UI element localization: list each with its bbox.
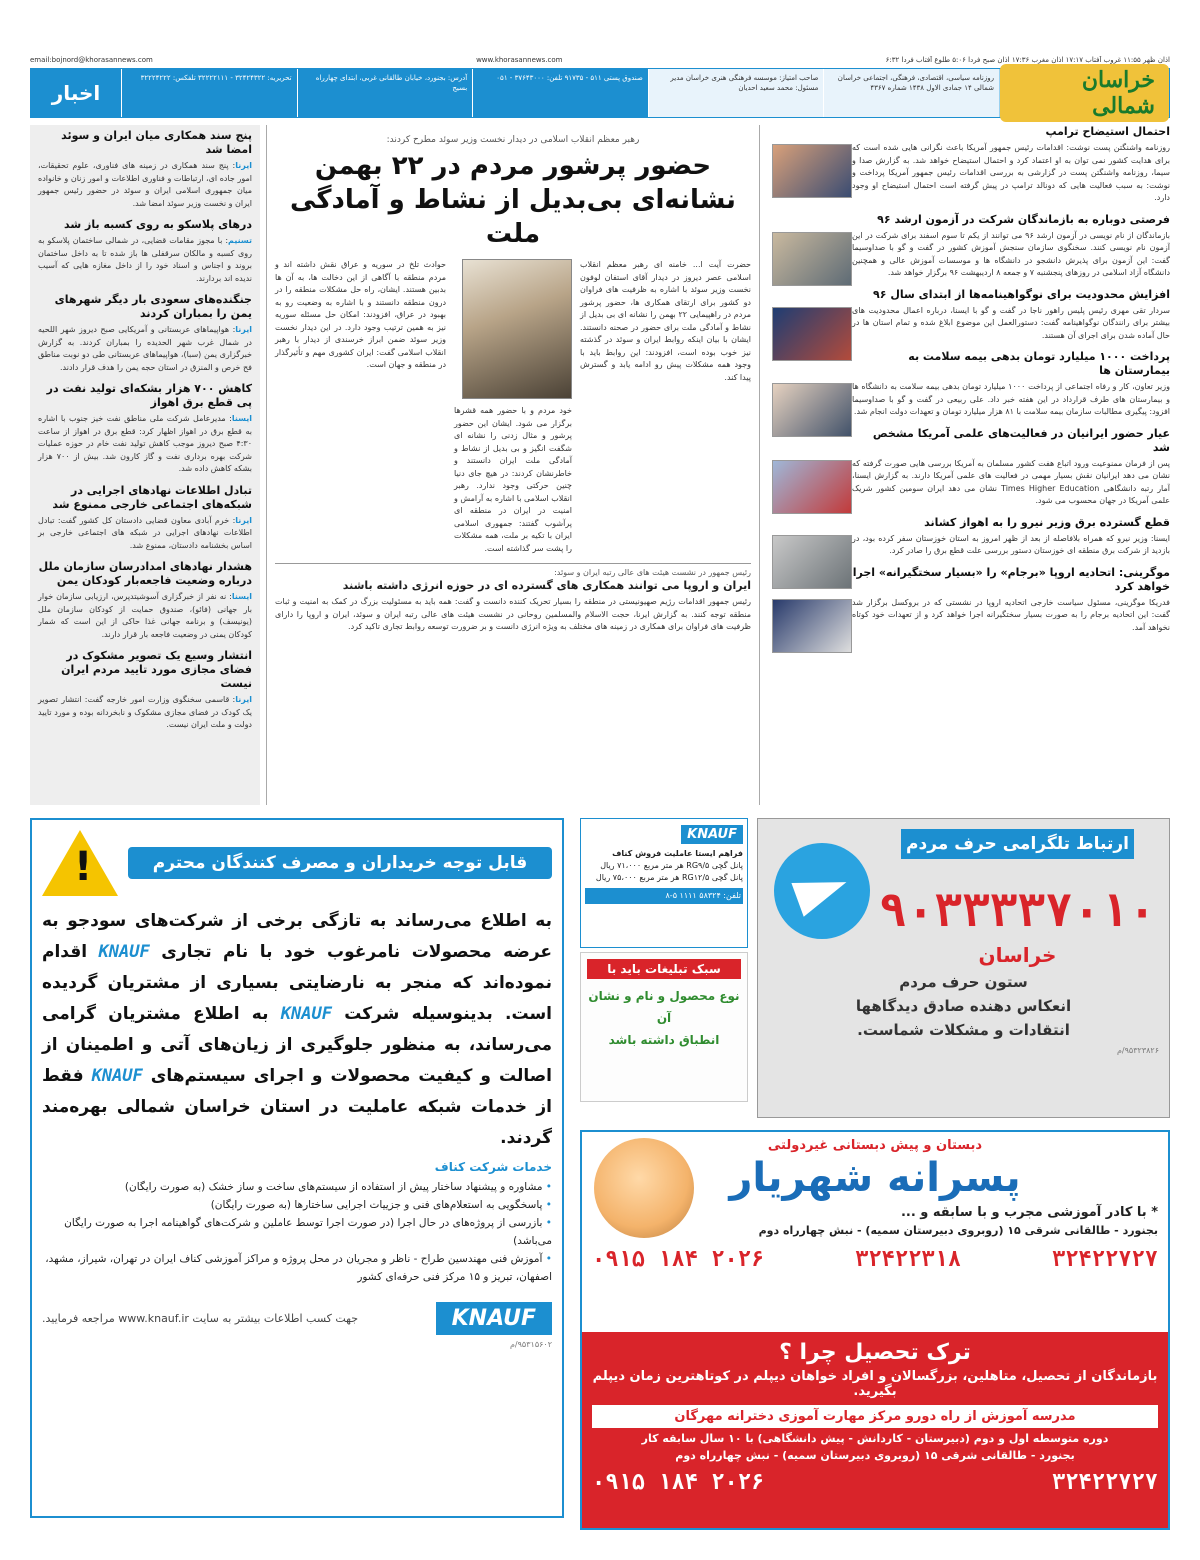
ad-line: پانل گچی RG۱۲/۵ هر متر مربع ۷۵،۰۰۰ ریال	[595, 873, 743, 882]
services-list	[42, 1178, 552, 1286]
phone-number[interactable]: ۰۹۱۵ ۱۸۴ ۲۰۲۶	[592, 1470, 765, 1495]
lead-text-col-1: حضرت آیت ا... خامنه ای رهبر معظم انقلاب اسلامی عصر دیروز در دیدار آقای استفان لوفون نخست وزیر سوئد با اشاره به ظرفیت های فراوان دو کشور برای ارتقای همکاری ها، حضور پرشور مردم در راهپیمایی ۲۲ بهمن را نشانه ای بی بدیل از نشاط و آمادگی ملت برای حضور در صحنه دانستند. ایشان با بیان اینکه روابط ایران و سوئد در گذشته نیز خوب بوده است، افزودند: این روابط باید با وجود همه مشکلات پیش رو ادامه یابد و گسترش پیدا کند.	[580, 260, 751, 382]
school-ad	[580, 1130, 1170, 1530]
phone-number[interactable]: ۰۹۱۵ ۱۸۴ ۲۰۲۶	[592, 1247, 765, 1272]
header-info-3: صندوق پستی ۵۱۱ - ۹۱۷۳۵ تلفن: ۳۷۶۴۳۰۰۰ - ۰۵۱	[472, 69, 648, 117]
service-item: • پاسخگویی به استعلام‌های فنی و جزییات اجرایی ساختارها (به صورت رایگان)	[42, 1196, 552, 1214]
ad-line: بازماندگان از تحصیل، متاهلین، بزرگسالان و افراد خواهان دیپلم در کوتاهترین زمان دیپلم بگیرید.	[592, 1369, 1158, 1399]
header-info-5: تحریریه: ۳۲۴۲۴۳۲۲ - ۳۲۲۲۲۱۱۱ تلفکس: ۳۲۲۲۴۲۲۲	[121, 69, 297, 117]
ad-line: ستون حرف مردم	[899, 973, 1028, 991]
newspaper-logo: خراسان شمالی	[1000, 64, 1169, 122]
brief-item	[38, 649, 252, 732]
brief-body: ایرنا: هواپیماهای عربستانی و آمریکایی صبح دیروز شهر اللحیه در شمال غرب شهر الحدیده را بمباران کردند. به گزارش خبرگزاری یمن (سبا)، هواپیماهای عربستانی طی دو نوبت مناطق فح خرص و المنزق در استان حجه یمن را هدف قرار دادند.	[38, 325, 252, 372]
news-title[interactable]: عیار حضور ایرانیان در فعالیت‌های علمی آمریکا مشخص شد	[872, 426, 1170, 454]
brief-body: ایسنا: مدیرعامل شرکت ملی مناطق نفت خیز جنوب با اشاره به قطع برق در اهواز اظهار کرد: قطع برق در اهواز از ساعت ۴:۳۰ صبح دیروز موجب کاهش تولید نفت خام در حوزه عملیات شرکت بهره برداری نفت و گاز کارون شد. بیش از ۷۰۰ هزار بشکه کاهش داده شد.	[38, 414, 253, 473]
brief-item	[38, 218, 252, 285]
news-photo	[772, 307, 852, 361]
lead-text-col-2: خود مردم و با حضور همه قشرها برگزار می شود. ایشان این حضور پرشور و مثال زدنی را نشانه ای شگفت انگیز و بی بدیل از نشاط و آمادگی ملت ایران دانستند و خاطرنشان کردند: در هیچ جای دنیا چنین حرکتی وجود ندارد. رهبر انقلاب اسلامی با اشاره به آرامش و امنیت در ایران در منطقه ای پرآشوب گفتند: جمهوری اسلامی ایران با تکیه بر ملت، همه مشکلات را پشت سر گذاشته است.	[454, 406, 572, 553]
brand-name: KNAUF	[91, 1066, 143, 1086]
knauf-notice-ad	[30, 818, 564, 1518]
ad-title: ترک تحصیل چرا ؟	[779, 1340, 971, 1365]
brief-source: ایرنا	[235, 325, 252, 334]
advertising-style-ad	[580, 952, 748, 1102]
brief-source: تسنیم	[228, 236, 252, 245]
news-body: روزنامه واشنگتن پست نوشت: اقدامات رئیس جمهور آمریکا باعث نگرانی هایی شده است که برای هدایت کشور نمی توان به او اعتماد کرد و احتمال استیضاح خواهد شد. به گزارش صدا و سیما، روزنامه واشنگتن پست در گزارشی به بررسی اقدامات رئیس جمهور آمریکا پرداخت و نوشت: به سبب فعالیت هایی که دونالد ترامپ در پیش گرفته است احتمال استیضاح او وجود دارد.	[852, 143, 1170, 202]
news-title[interactable]: احتمال استیضاح ترامپ	[1045, 125, 1170, 138]
masthead-bar	[30, 68, 1170, 118]
ad-line: انعکاس دهنده صادق دیدگاهها	[855, 997, 1072, 1015]
news-body: ایسنا: وزیر نیرو که همراه بلافاصله از بعد از ظهر امروز به استان خوزستان سفر کرده بود، در بازدید از شرکت برق منطقه ای خوزستان دستور بررسی علت قطع برق را صادر کرد.	[852, 533, 1170, 555]
header-info-1: روزنامه سیاسی، اقتصادی، فرهنگی، اجتماعی خراسان شمالی ۱۴ جمادی الاول ۱۴۳۸ شماره ۴۳۶۷	[823, 69, 999, 117]
school-name: مدرسه آموزش از راه دورو مرکز مهارت آموزی دخترانه مهرگان	[592, 1405, 1158, 1428]
brief-title[interactable]: انتشار وسیع یک تصویر مشکوک در فضای مجازی مورد تایید مردم ایران نیست	[61, 649, 252, 690]
brief-body: ایرنا: خرم آبادی معاون قضایی دادستان کل کشور گفت: تبادل اطلاعات نهادهای اجرایی در شبکه های اجتماعی خارجی بر اساس بخشنامه دادستان، ممنوع شد.	[38, 515, 252, 550]
email-link[interactable]: email:bojnord@khorasannews.com	[30, 56, 153, 64]
service-item: • مشاوره و پیشنهاد ساختار پیش از استفاده از سیستم‌های ساخت و ساز خشک (به صورت رایگان)	[42, 1178, 552, 1196]
lead-headline[interactable]: حضور پرشور مردم در ۲۲ بهمن نشانه‌ای بی‌بدیل از نشاط و آمادگی ملت	[290, 151, 736, 249]
service-item: • آموزش فنی مهندسین طراح - ناظر و مجریان در محل پروژه و مراکز آموزشی کناف ایران در تهران، شیراز، مشهد، اصفهان، تبریز و ۱۵ مرکز فنی حرفه‌ای کشور	[42, 1250, 552, 1286]
news-item	[766, 427, 1170, 508]
sub-body: رئیس جمهور اقدامات رژیم صهیونیستی در منطقه را بسیار تحریک کننده دانست و گفت: همه باید به مسئولیت بزرگ در کمک به امنیت و ثبات منطقه توجه کنند. به گزارش ایرنا، حجت الاسلام والمسلمین روحانی در نشست هیئت های عالی رتبه ایران و سوئد، ایران و اروپا را دارای ظرفیت های فراوان برای همکاری در زمینه های مختلف به ویژه انرژی دانست و بر ضرورت توسعه روابط تجاری تاکید کرد.	[275, 597, 751, 631]
brief-body: ایرنا: قاسمی سخنگوی وزارت امور خارجه گفت: انتشار تصویر یک کودک در فضای مجازی مشکوک و نابخردانه بوده و مورد تایید دولت و ملت ایران نیست.	[38, 695, 252, 729]
news-photo	[772, 144, 852, 198]
news-title[interactable]: افزایش محدودیت برای نوگواهینامه‌ها از ابتدای سال ۹۶	[873, 287, 1170, 301]
telegram-ad	[757, 818, 1170, 1118]
news-photo	[772, 599, 852, 653]
brief-source: ایرنا	[235, 695, 252, 704]
brief-text: مدیرعامل شرکت ملی مناطق نفت خیز جنوب با اشاره به قطع برق در اهواز اظهار کرد: قطع برق در اهواز از ساعت ۴:۳۰ صبح دیروز موجب کاهش تولید نفت خام در حوزه عملیات شرکت بهره برداری نفت و گاز کارون شد. بیش از ۷۰۰ هزار بشکه کاهش داده شد.	[38, 414, 253, 473]
section-title: اخبار	[31, 69, 121, 117]
ad-subtitle: دبستان و پیش دبستانی غیردولتی	[767, 1138, 983, 1153]
news-body: وزیر تعاون، کار و رفاه اجتماعی از پرداخت ۱۰۰۰ میلیارد تومان بدهی بیمه سلامت به دانشگاه ها و بیمارستان های طرف قرارداد در این هفته خبر داد. علی ربیعی در گفت و گو با صداوسیما افزود: پیگیری مطالبات سازمان بیمه سلامت با ۸۱ هزار میلیارد تومان و تعهدات دولت انجام شد.	[852, 382, 1170, 416]
lead-text-col-3: حوادث تلخ در سوریه و عراق نقش داشته اند و مردم منطقه با آگاهی از این دخالت ها، به آن ها بدبین هستند. ایشان، راه حل مشکلات منطقه را در درون منطقه دانستند و با اشاره به وضعیت رو به بهبود در عراق، افزودند: امکان حل مسئله سوریه نیز به همین ترتیب وجود دارد. در این دیدار نخست وزیر سوئد ضمن ابراز خرسندی از دیدار با رهبر انقلاب اسلامی گفت: ایران کشوری مهم و تأثیرگذار در منطقه و جهان است.	[275, 260, 446, 369]
ad-line: نوع محصول و نام و نشان آن	[588, 989, 740, 1025]
news-item	[766, 125, 1170, 205]
telegram-head: ارتباط تلگرامی حرف مردم	[901, 829, 1134, 859]
right-news-column	[766, 125, 1170, 805]
brief-item	[38, 484, 252, 553]
lead-story-column	[266, 125, 760, 805]
phone-number[interactable]: ۳۲۴۲۲۳۱۸	[855, 1247, 962, 1272]
news-photo	[772, 383, 852, 437]
lead-kicker: رهبر معظم انقلاب اسلامی در دیدار نخست وزیر سوئد مطرح کردند:	[386, 135, 640, 145]
news-title[interactable]: فرصتی دوباره به بازماندگان شرکت در آزمون ارشد ۹۶	[877, 212, 1170, 226]
ad-header	[42, 830, 552, 896]
service-item: • بازرسی از پروژه‌های در حال اجرا (در صورت اجرا توسط عاملین و شرکت‌های گواهینامه اجرا به صورت رایگان می‌باشد)	[42, 1214, 552, 1250]
news-item	[766, 213, 1170, 280]
phone-row	[592, 1247, 1158, 1272]
brief-text: خرم آبادی معاون قضایی دادستان کل کشور گفت: تبادل اطلاعات نهادهای اجرایی در شبکه های اجتماعی خارجی بر اساس بخشنامه دادستان، ممنوع شد.	[38, 515, 252, 550]
news-item	[766, 288, 1170, 343]
brief-body: تسنیم: با مجوز مقامات قضایی، در شمالی ساختمان پلاسکو به روی کسبه و مالکان سرقفلی ها باز شده تا به داخل ساختمان بروند و اجناس و اسناد خود را از داخل مغازه هایی که آسیب ندیده اند بردارند.	[38, 236, 252, 283]
sub-headline[interactable]: ایران و اروپا می توانند همکاری های گسترده ای در حوزه انرژی داشته باشند	[342, 579, 751, 592]
news-title[interactable]: موگرینی: اتحادیه اروپا «برجام» را «بسیار سختگیرانه» اجرا خواهد کرد	[852, 565, 1170, 593]
website-link[interactable]: www.khorasannews.com	[476, 56, 563, 64]
ad-paragraph: اقدام نموده‌اند که منجر به نارضایتی بسیاری از مشتریان گردیده است. بدینوسیله شرکت	[42, 942, 552, 1024]
ad-paragraph: به اطلاع مشتریان گرامی می‌رساند، به منظور جلوگیری از زیان‌های آتی و اطمینان از اصالت و کیفیت محصولات و اجرای سیستم‌های	[42, 1004, 552, 1086]
brief-body: ایسنا: نه نفر از خبرگزاری آسوشیتدپرس، ارزیابی سازمان خوار بار جهانی (فائو)، صندوق حمایت از کودکان سازمان ملل (یونیسف) و برنامه جهانی غذا حاکی از این است که شمار کودکان یمنی در وضعیت فاجعه بار قرار دارند.	[38, 592, 253, 639]
ad-banner: قابل توجه خریداران و مصرف کنندگان محترم	[128, 847, 552, 879]
news-photo	[772, 232, 852, 286]
news-body: فدریکا موگرینی، مسئول سیاست خارجی اتحادیه اروپا در نشستی که در بروکسل برگزار شد گفت: این اتحادیه برجام را به صورت بسیار سختگیرانه اجرا خواهد کرد و از تعهدات خود کوتاه نخواهد آمد.	[852, 597, 1170, 632]
website-info[interactable]: جهت کسب اطلاعات بیشتر به سایت www.knauf.ir مراجعه فرمایید.	[42, 1312, 359, 1325]
ad-address: بجنورد - طالقانی شرقی ۱۵ (روبروی دبیرستان سمیه) - نبش چهارراه دوم	[675, 1449, 1075, 1462]
school-name: پسرانه شهریار	[729, 1155, 1021, 1201]
shahryar-ad	[582, 1132, 1168, 1332]
brief-source: ایسنا	[231, 414, 252, 423]
telegram-number[interactable]: ۹۰۳۳۳۳۷۰۱۰	[879, 883, 1156, 937]
header-info-4: آدرس: بجنورد، خیابان طالقانی غربی، ابتدای چهارراه بسیج	[297, 69, 473, 117]
news-body: بازماندگان از نام نویسی در آزمون ارشد ۹۶ می توانند از یکم تا سوم اسفند برای شرکت در این آزمون نام نویسی کنند. سخنگوی سازمان سنجش آموزش کشور در گفت و گو با صداوسیما گفت: این آزمون برای پذیرش دانشجو در دانشگاه ها و موسسات آموزش عالی و همچنین دانشگاه آزاد اسلامی در روزهای پنجشنبه ۷ و جمعه ۸ اردیبهشت ۹۶ برگزار خواهد شد.	[852, 230, 1170, 277]
ad-title: سبک تبلیغات باید با	[587, 959, 741, 979]
mehregan-ad	[582, 1332, 1168, 1530]
briefs-column	[30, 125, 260, 805]
ad-code: ۹۵۳۲۳۸۲۶/م	[1116, 1046, 1159, 1055]
ad-line: * با کادر آموزشی مجرب و با سابقه و ...	[900, 1205, 1158, 1220]
brief-title[interactable]: پنج سند همکاری میان ایران و سوئد امضا شد	[61, 129, 252, 156]
brief-title[interactable]: تبادل اطلاعات نهادهای اجرایی در شبکه‌های اجتماعی خارجی ممنوع شد	[52, 483, 252, 511]
telegram-icon	[774, 843, 870, 939]
knauf-price-ad	[580, 818, 748, 948]
sub-kicker: رئیس جمهور در نشست هیئت های عالی رتبه ایران و سوئد:	[554, 568, 751, 577]
ad-paragraph: به اطلاع می‌رساند به تازگی برخی از شرکت‌های سودجو به عرضه محصولات نامرغوب خود با نام تجاری	[42, 911, 553, 962]
lead-photo	[462, 259, 572, 399]
lead-body	[275, 259, 751, 555]
ad-paragraph: فقط از خدمات شبکه عاملیت در استان خراسان شمالی بهره‌مند گردند.	[42, 1066, 552, 1148]
news-item	[766, 516, 1170, 558]
brief-title[interactable]: درهای پلاسکو به روی کسبه باز شد	[64, 218, 252, 231]
warning-icon: !	[42, 830, 118, 896]
header-info-2: صاحب امتیاز: موسسه فرهنگی هنری خراسان مدیر مسئول: محمد سعید احدیان	[648, 69, 824, 117]
brief-item	[38, 382, 252, 476]
boy-illustration-icon	[594, 1138, 694, 1238]
brief-title[interactable]: کاهش ۷۰۰ هزار بشکه‌ای تولید نفت در پی قطع برق اهواز	[46, 382, 252, 409]
ad-text	[42, 906, 552, 1154]
ad-line: انتقادات و مشکلات شماست.	[857, 1021, 1070, 1039]
prayer-times: اذان ظهر ۱۱:۵۵ غروب آفتاب ۱۷:۱۷ اذان مغرب ۱۷:۳۶ اذان صبح فردا ۵:۰۶ طلوع آفتاب فردا ۶:۳۲	[885, 56, 1170, 64]
brand-name: خراسان	[978, 943, 1057, 967]
top-info-line	[30, 56, 1170, 68]
news-body: سردار تقی مهری رئیس پلیس راهور ناجا در گفت و گو با ایسنا، درباره اعمال محدودیت های بیشتر برای رانندگان نوگواهینامه گفت: دستورالعمل این موضوع ابلاغ شده و تمام استان ها در حال آماده شدن برای اجرای آن هستند.	[852, 305, 1170, 340]
services-title: خدمات شرکت کناف	[434, 1160, 552, 1174]
news-body: پس از فرمان ممنوعیت ورود اتباع هفت کشور مسلمان به آمریکا بررسی هایی صورت گرفته که نشان می دهد ایرانیان نقش بسیار مهمی در فعالیت های علمی آمریکا دارند. به گزارش ایسنا، آمار رتبه دانشگاهی Times Higher Education نشان می دهد ایران سومین کشور شریک علمی آمریکا در جهان محسوب می شود.	[852, 458, 1170, 505]
brief-source: ایسنا	[231, 592, 253, 601]
phone-number[interactable]: ۳۲۴۲۲۷۲۷	[1052, 1470, 1158, 1495]
ad-line: پانل گچی RG۹/۵ هر متر مربع ۷۱،۰۰۰ ریال	[600, 861, 743, 870]
ad-code: ۹۵۳۱۵۶۰۲/م	[509, 1340, 552, 1349]
brief-body: ایرنا: پنج سند همکاری در زمینه های فناوری، علوم تحقیقات، امور جاده ای، ارتباطات و فناوری اطلاعات و امور زنان و خانواده میان جمهوری اسلامی ایران و سوئد در حضور رئیس جمهور ایران و نخست وزیر سوئد امضا شد.	[38, 161, 252, 208]
phone-row	[592, 1470, 1158, 1495]
ad-line: دوره متوسطه اول و دوم (دبیرستان - کاردانش - پیش دانشگاهی) با ۱۰ سال سابقه کار	[641, 1432, 1109, 1445]
ad-line: انطباق داشته باشد	[608, 1033, 720, 1047]
brief-title[interactable]: جنگنده‌های سعودی بار دیگر شهرهای یمن را بمباران کردند	[54, 293, 252, 320]
brief-item	[38, 129, 252, 210]
brief-text: قاسمی سخنگوی وزارت امور خارجه گفت: انتشار تصویر یک کودک در فضای مجازی مشکوک و نابخردانه بوده و مورد تایید دولت و ملت ایران نیست.	[38, 695, 252, 729]
brief-source: ایرنا	[235, 161, 252, 170]
brief-source: ایرنا	[235, 515, 252, 525]
brief-title[interactable]: هشدار نهادهای امدادرسان سازمان ملل درباره وضعیت فاجعه‌بار کودکان یمن	[38, 560, 252, 587]
brief-item	[38, 560, 252, 641]
news-photo	[772, 535, 852, 589]
news-photo	[772, 460, 852, 514]
lead-photo-col	[454, 259, 572, 555]
brief-text: با مجوز مقامات قضایی، در شمالی ساختمان پلاسکو به روی کسبه و مالکان سرقفلی ها باز شده تا به داخل ساختمان بروند و اجناس و اسناد خود را از داخل مغازه هایی که آسیب ندیده اند بردارند.	[38, 236, 252, 283]
phone-number[interactable]: ۳۲۴۲۲۷۲۷	[1052, 1247, 1158, 1272]
ad-phone: تلفن: ۵۸۳۲۴ ۱۱۱۱ ۵-۸	[585, 888, 743, 904]
brief-text: هواپیماهای عربستانی و آمریکایی صبح دیروز شهر اللحیه در شمال غرب شهر الحدیده را بمباران کردند. به گزارش خبرگزاری یمن (سبا)، هواپیماهای عربستانی طی دو نوبت مناطق فح خرص و المنزق در استان حجه یمن را هدف قرار دادند.	[38, 325, 252, 372]
brief-text: نه نفر از خبرگزاری آسوشیتدپرس، ارزیابی سازمان خوار بار جهانی (فائو)، صندوق حمایت از کودکان سازمان ملل (یونیسف) و برنامه جهانی غذا حاکی از این است که شمار کودکان یمنی در وضعیت فاجعه بار قرار دارند.	[38, 592, 252, 639]
masthead	[999, 69, 1169, 117]
ad-footer	[42, 1302, 552, 1335]
knauf-logo: KNAUF	[436, 1302, 552, 1335]
knauf-logo: KNAUF	[681, 825, 743, 844]
sub-story	[275, 563, 751, 634]
news-title[interactable]: قطع گسترده برق وزیر نیرو را به اهواز کشاند	[924, 515, 1170, 529]
brand-name: KNAUF	[98, 942, 150, 962]
brief-text: پنج سند همکاری در زمینه های فناوری، علوم تحقیقات، امور جاده ای، ارتباطات و فناوری اطلاعات و امور زنان و خانواده میان جمهوری اسلامی ایران و سوئد در حضور رئیس جمهور ایران و نخست وزیر سوئد امضا شد.	[38, 161, 252, 208]
brand-name: KNAUF	[280, 1004, 332, 1024]
ad-line: فراهم ایستا عاملیت فروش کناف	[612, 849, 743, 858]
news-title[interactable]: پرداخت ۱۰۰۰ میلیارد تومان بدهی بیمه سلامت به بیمارستان ها	[908, 350, 1170, 377]
brief-item	[38, 293, 252, 374]
ad-address: بجنورد - طالقانی شرقی ۱۵ (روبروی دبیرستان سمیه) - نبش چهارراه دوم	[758, 1224, 1158, 1237]
